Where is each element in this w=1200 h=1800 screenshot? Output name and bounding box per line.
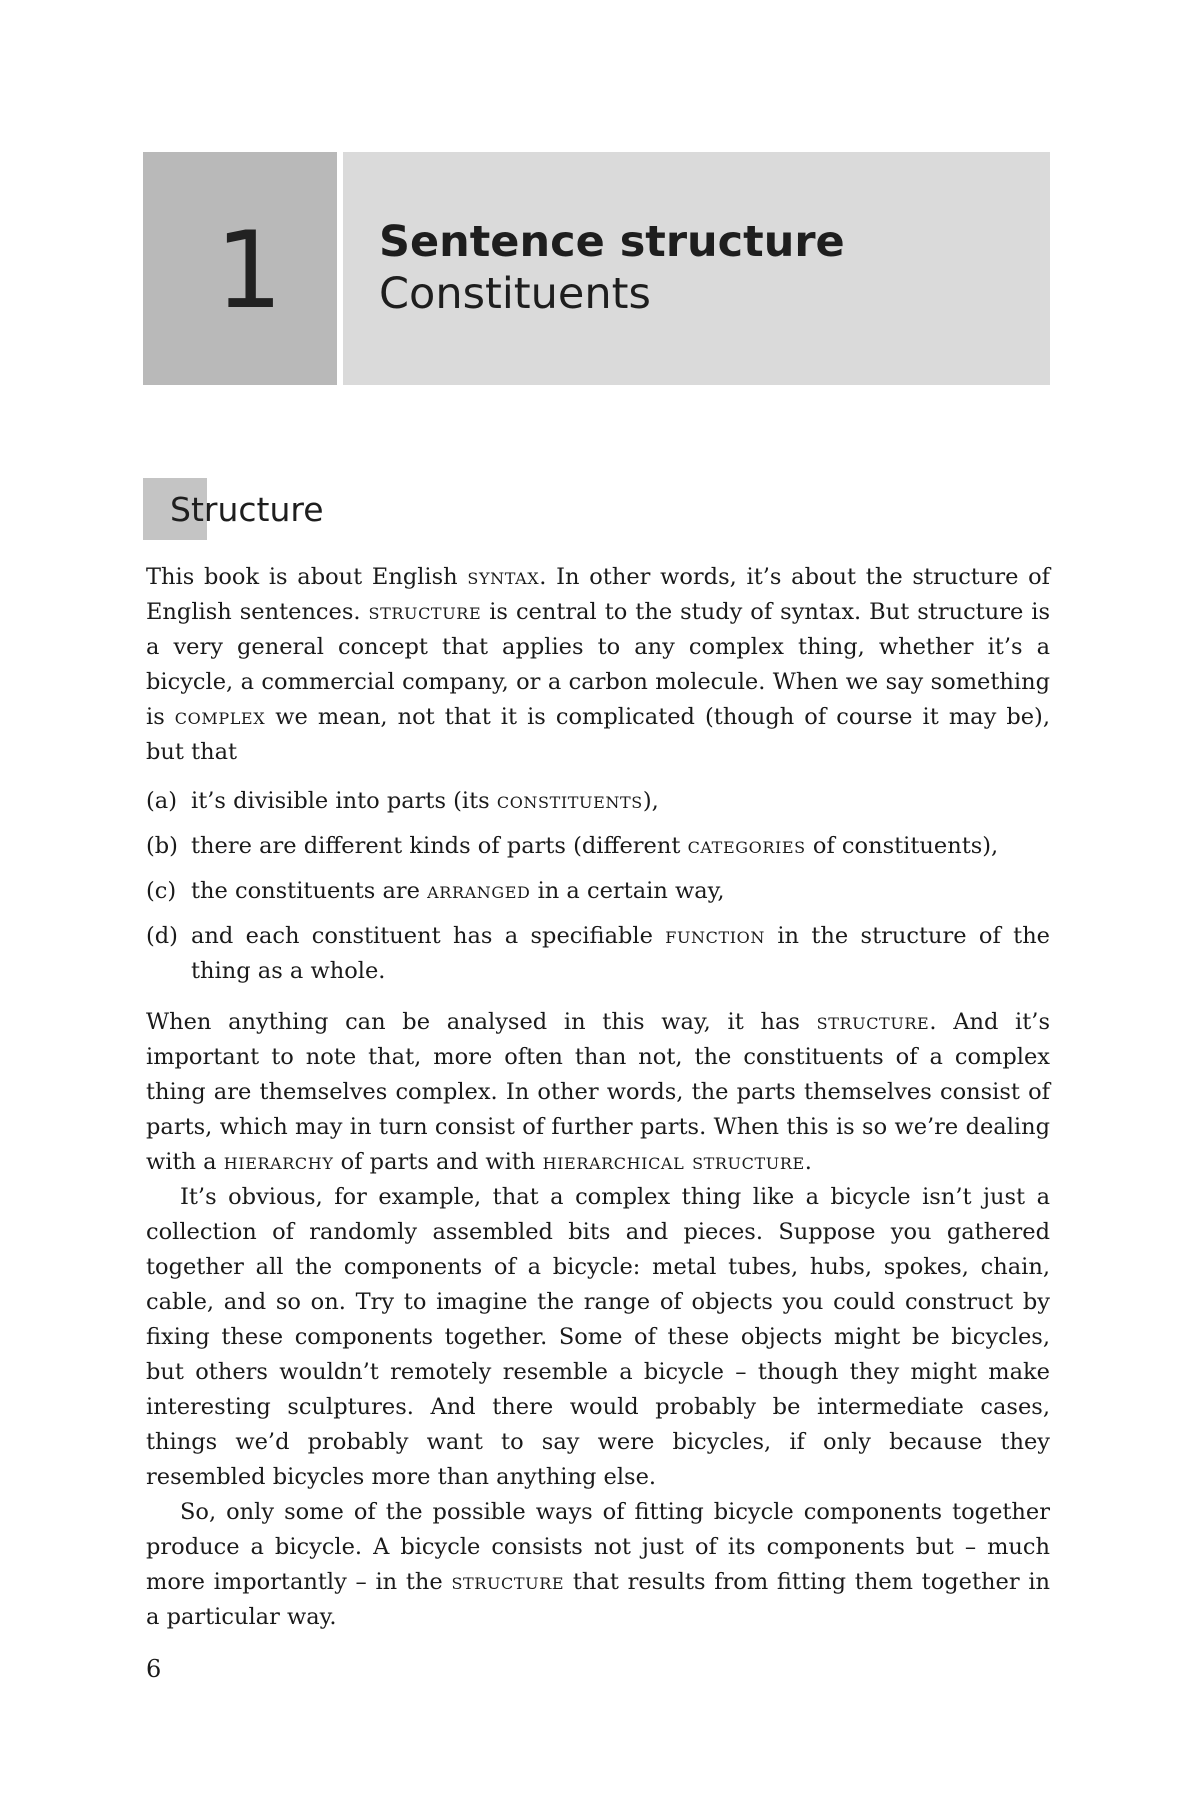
paragraph-1 [146, 560, 1050, 770]
text-run: in the structure of the thing as a whole. [191, 923, 1050, 984]
list-item-text [191, 874, 1050, 909]
term: structure [451, 1569, 565, 1595]
term: hierarchical structure [542, 1149, 805, 1175]
list-label: (d) [146, 923, 178, 949]
criteria-list [146, 784, 1050, 989]
list-item-text [191, 919, 1050, 989]
text-run: of constituents), [805, 833, 999, 859]
chapter-number-box [143, 152, 337, 385]
list-item [146, 919, 1050, 989]
text-run: that results from fitting them together in a particular way. [146, 1569, 1051, 1630]
list-label: (a) [146, 788, 177, 814]
term: hierarchy [223, 1149, 334, 1175]
body-text [146, 560, 1050, 1635]
term: categories [687, 833, 806, 859]
paragraph-2 [146, 1005, 1050, 1180]
term: structure [816, 1009, 930, 1035]
section-title: Structure [170, 489, 324, 529]
text-run: . And it’s important to note that, more often than not, the constituents of a complex thing are themselves complex. In other words, the parts themselves consist of parts, which may in turn consist of further parts. When this is so we’re dealing with a [146, 1009, 1050, 1175]
paragraph-4 [146, 1495, 1050, 1635]
text-run: the constituents are [191, 878, 428, 904]
chapter-title-box [343, 152, 1050, 385]
list-item [146, 874, 1050, 909]
chapter-header [143, 152, 1050, 385]
list-item-text [191, 784, 1050, 819]
term: arranged [427, 878, 531, 904]
list-item [146, 784, 1050, 819]
text-run: of parts and with [333, 1149, 543, 1175]
page-number: 6 [146, 1655, 162, 1683]
text-run: and each constituent has a specifiable [191, 923, 666, 949]
text-run: When anything can be analysed in this way, it has [146, 1009, 817, 1035]
text-run: . In other words, it’s about the structure of English sentences. [146, 564, 1050, 625]
text-run: is central to the study of syntax. But structure is a very general concept that applies to any complex thing, whether it’s a bicycle, a commercial company, or a carbon molecule. When we say something is [146, 599, 1050, 730]
term: complex [174, 704, 266, 730]
chapter-title: Sentence structure [379, 216, 845, 267]
section-heading [143, 478, 324, 540]
list-item [146, 829, 1050, 864]
term: constituents [496, 788, 643, 814]
chapter-subtitle: Constituents [379, 268, 651, 319]
text-run: we mean, not that it is complicated (though of course it may be), but that [146, 704, 1050, 765]
term: function [665, 923, 765, 949]
term: structure [368, 599, 482, 625]
text-run: . [804, 1149, 812, 1175]
list-label: (b) [146, 833, 178, 859]
term: syntax [467, 564, 540, 590]
paragraph-3: It’s obvious, for example, that a complex thing like a bicycle isn’t just a collection of randomly assembled bits and pieces. Suppose you gathered together all the components of a bicycle: metal tubes, hubs, spokes, chain, cable, and so on. Try to imagine the range of objects you could construct by fixing these components together. Some of these objects might be bicycles, but others wouldn’t remotely resemble a bicycle – though they might make interesting sculptures. And there would probably be intermediate cases, things we’d probably want to say were bicycles, if only because they resembled bicycles more than anything else. [146, 1184, 1050, 1490]
chapter-number: 1 [215, 208, 283, 332]
text-run: This book is about English [146, 564, 468, 590]
text-run: ), [642, 788, 659, 814]
text-run: it’s divisible into parts (its [191, 788, 497, 814]
list-label: (c) [146, 878, 177, 904]
list-item-text [191, 829, 1050, 864]
text-run: there are different kinds of parts (different [191, 833, 688, 859]
text-run: in a certain way, [530, 878, 725, 904]
text-run: So, only some of the possible ways of fitting bicycle components together produce a bicycle. A bicycle consists not just of its components but – much more importantly – in the [146, 1499, 1050, 1595]
